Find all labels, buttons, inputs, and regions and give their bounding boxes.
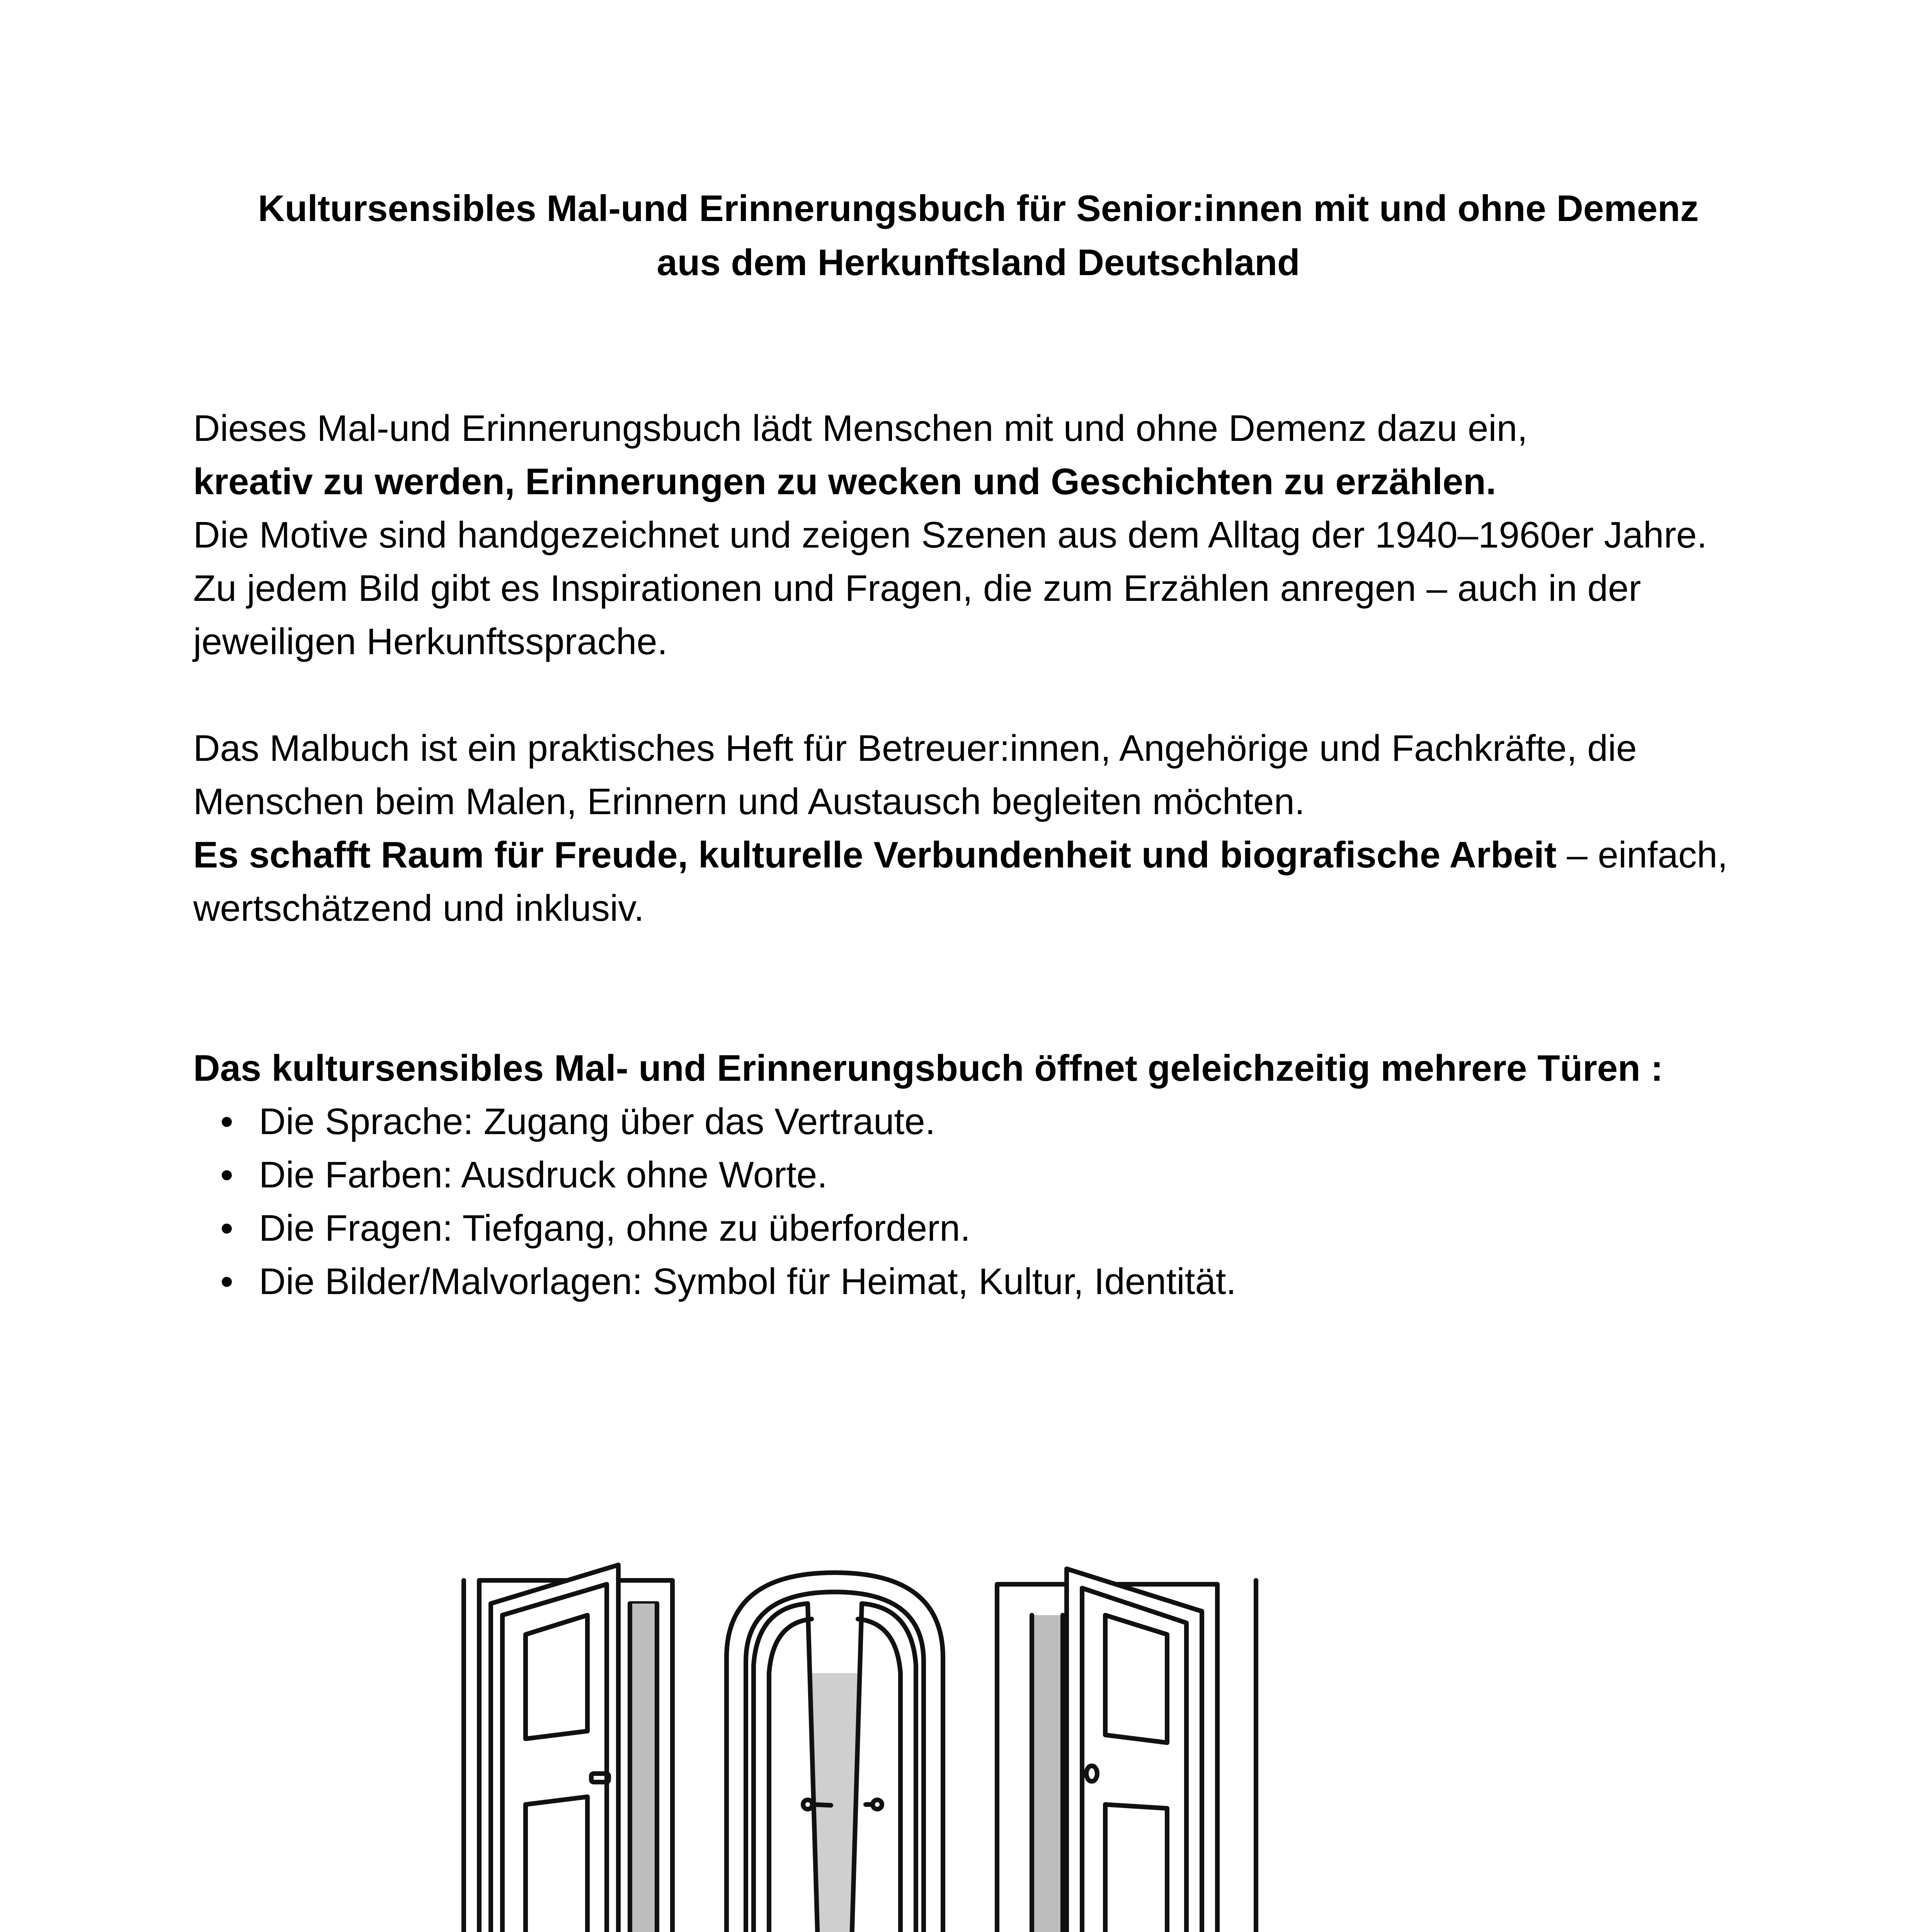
page-title xyxy=(116,182,1841,290)
right-door-icon xyxy=(997,1569,1217,1932)
intro-line: Dieses Mal-und Erinnerungsbuch lädt Menschen mit und ohne Demenz dazu ein, xyxy=(193,408,1528,449)
intro-paragraph-1 xyxy=(193,402,1770,668)
title-line-1: Kultursensibles Mal-und Erinnerungsbuch für Senior:innen mit und ohne Demenz xyxy=(258,188,1699,229)
list-item xyxy=(193,1095,1770,1148)
bullet-icon: • xyxy=(220,1154,233,1196)
intro-line: Die Motive sind handgezeichnet und zeigen Szenen aus dem Alltag der 1940–1960er Jahre. xyxy=(193,514,1707,556)
open-doors-illustration xyxy=(448,1557,1283,1932)
intro-line: Das Malbuch ist ein praktisches Heft für Betreuer:innen, Angehörige und Fachkräfte, die Menschen beim Malen, Erinnern und Austausch begleiten möchten. xyxy=(193,728,1637,822)
bullet-icon: • xyxy=(220,1208,233,1249)
list-item xyxy=(193,1148,1770,1202)
list-item xyxy=(193,1202,1770,1255)
intro-section xyxy=(193,402,1770,1308)
list-item-text: Die Bilder/Malvorlagen: Symbol für Heimat, Kultur, Identität. xyxy=(259,1261,1237,1302)
intro-paragraph-2 xyxy=(193,722,1770,935)
list-item-text: Die Fragen: Tiefgang, ohne zu überfordern. xyxy=(259,1208,971,1249)
intro-bold-line: Es schafft Raum für Freude, kulturelle Verbundenheit und biografische Arbeit xyxy=(193,834,1557,876)
doors-heading: Das kultursensibles Mal- und Erinnerungsbuch öffnet geleichzeitig mehrere Türen : xyxy=(193,1048,1663,1089)
arched-door-icon xyxy=(727,1573,943,1932)
bullet-icon: • xyxy=(220,1261,233,1302)
intro-bold-line: kreativ zu werden, Erinnerungen zu wecken und Geschichten zu erzählen. xyxy=(193,461,1496,502)
intro-line: – einfach, wertschätzend und inklusiv. xyxy=(193,834,1728,929)
list-item-text: Die Sprache: Zugang über das Vertraute. xyxy=(259,1101,936,1142)
list-item-text: Die Farben: Ausdruck ohne Worte. xyxy=(259,1154,827,1196)
intro-line: Zu jedem Bild gibt es Inspirationen und Fragen, die zum Erzählen anregen – auch in der jeweiligen Herkunftssprache. xyxy=(193,568,1641,662)
list-item xyxy=(193,1255,1770,1308)
title-line-2: aus dem Herkunftsland Deutschland xyxy=(657,242,1300,283)
bullet-icon: • xyxy=(220,1101,233,1142)
doors-list xyxy=(193,1095,1770,1308)
left-door-icon xyxy=(479,1565,672,1932)
